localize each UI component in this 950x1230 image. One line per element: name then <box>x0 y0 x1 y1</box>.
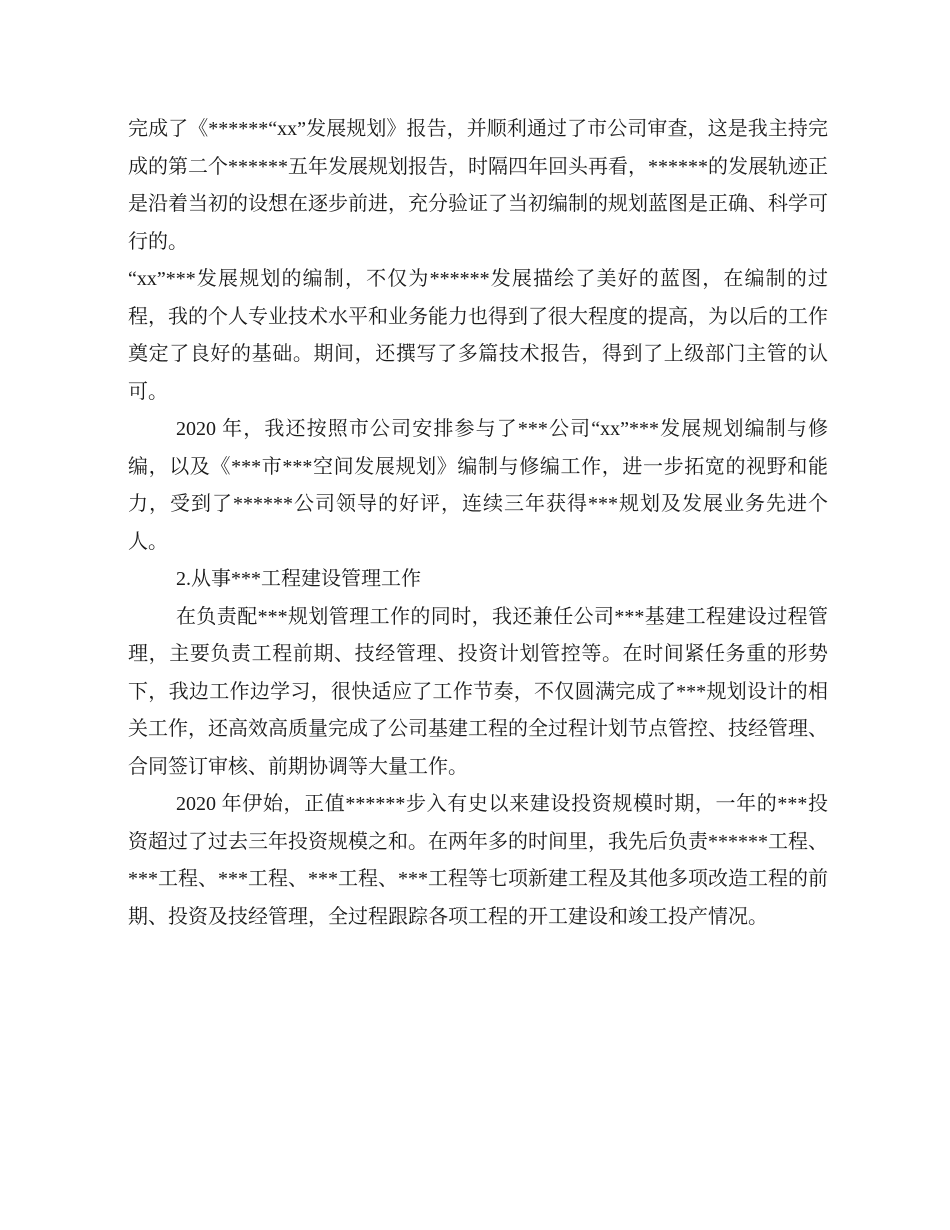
paragraph: 在负责配***规划管理工作的同时，我还兼任公司***基建工程建设过程管理，主要负责工程前期、技经管理、投资计划管控等。在时间紧任务重的形势下，我边工作边学习，很快适应了工作节奏，不仅圆满完成了***规划设计的相关工作，还高效高质量完成了公司基建工程的全过程计划节点管控、技经管理、合同签订审核、前期协调等大量工作。 <box>128 605 828 778</box>
paragraph: 2020 年伊始，正值******步入有史以来建设投资规模时期，一年的***投资超过了过去三年投资规模之和。在两年多的时间里，我先后负责******工程、***工程、***工程、***工程、***工程等七项新建工程及其他多项改造工程的前期、投资及技经管理，全过程跟踪各项工程的开工建设和竣工投产情况。 <box>128 793 828 928</box>
paragraph: 2020 年，我还按照市公司安排参与了***公司“xx”***发展规划编制与修编，以及《***市***空间发展规划》编制与修编工作，进一步拓宽的视野和能力，受到了******公司领导的好评，连续三年获得***规划及发展业务先进个人。 <box>128 418 828 553</box>
paragraph: 完成了《******“xx”发展规划》报告，并顺利通过了市公司审查，这是我主持完成的第二个******五年发展规划报告，时隔四年回头再看，******的发展轨迹正是沿着当初的设想在逐步前进，充分验证了当初编制的规划蓝图是正确、科学可行的。 <box>128 118 828 253</box>
document-body <box>128 111 828 936</box>
section-heading: 2.从事***工程建设管理工作 <box>176 568 421 590</box>
paragraph: “xx”***发展规划的编制，不仅为******发展描绘了美好的蓝图，在编制的过程，我的个人专业技术水平和业务能力也得到了很大程度的提高，为以后的工作奠定了良好的基础。期间，还撰写了多篇技术报告，得到了上级部门主管的认可。 <box>128 268 828 403</box>
